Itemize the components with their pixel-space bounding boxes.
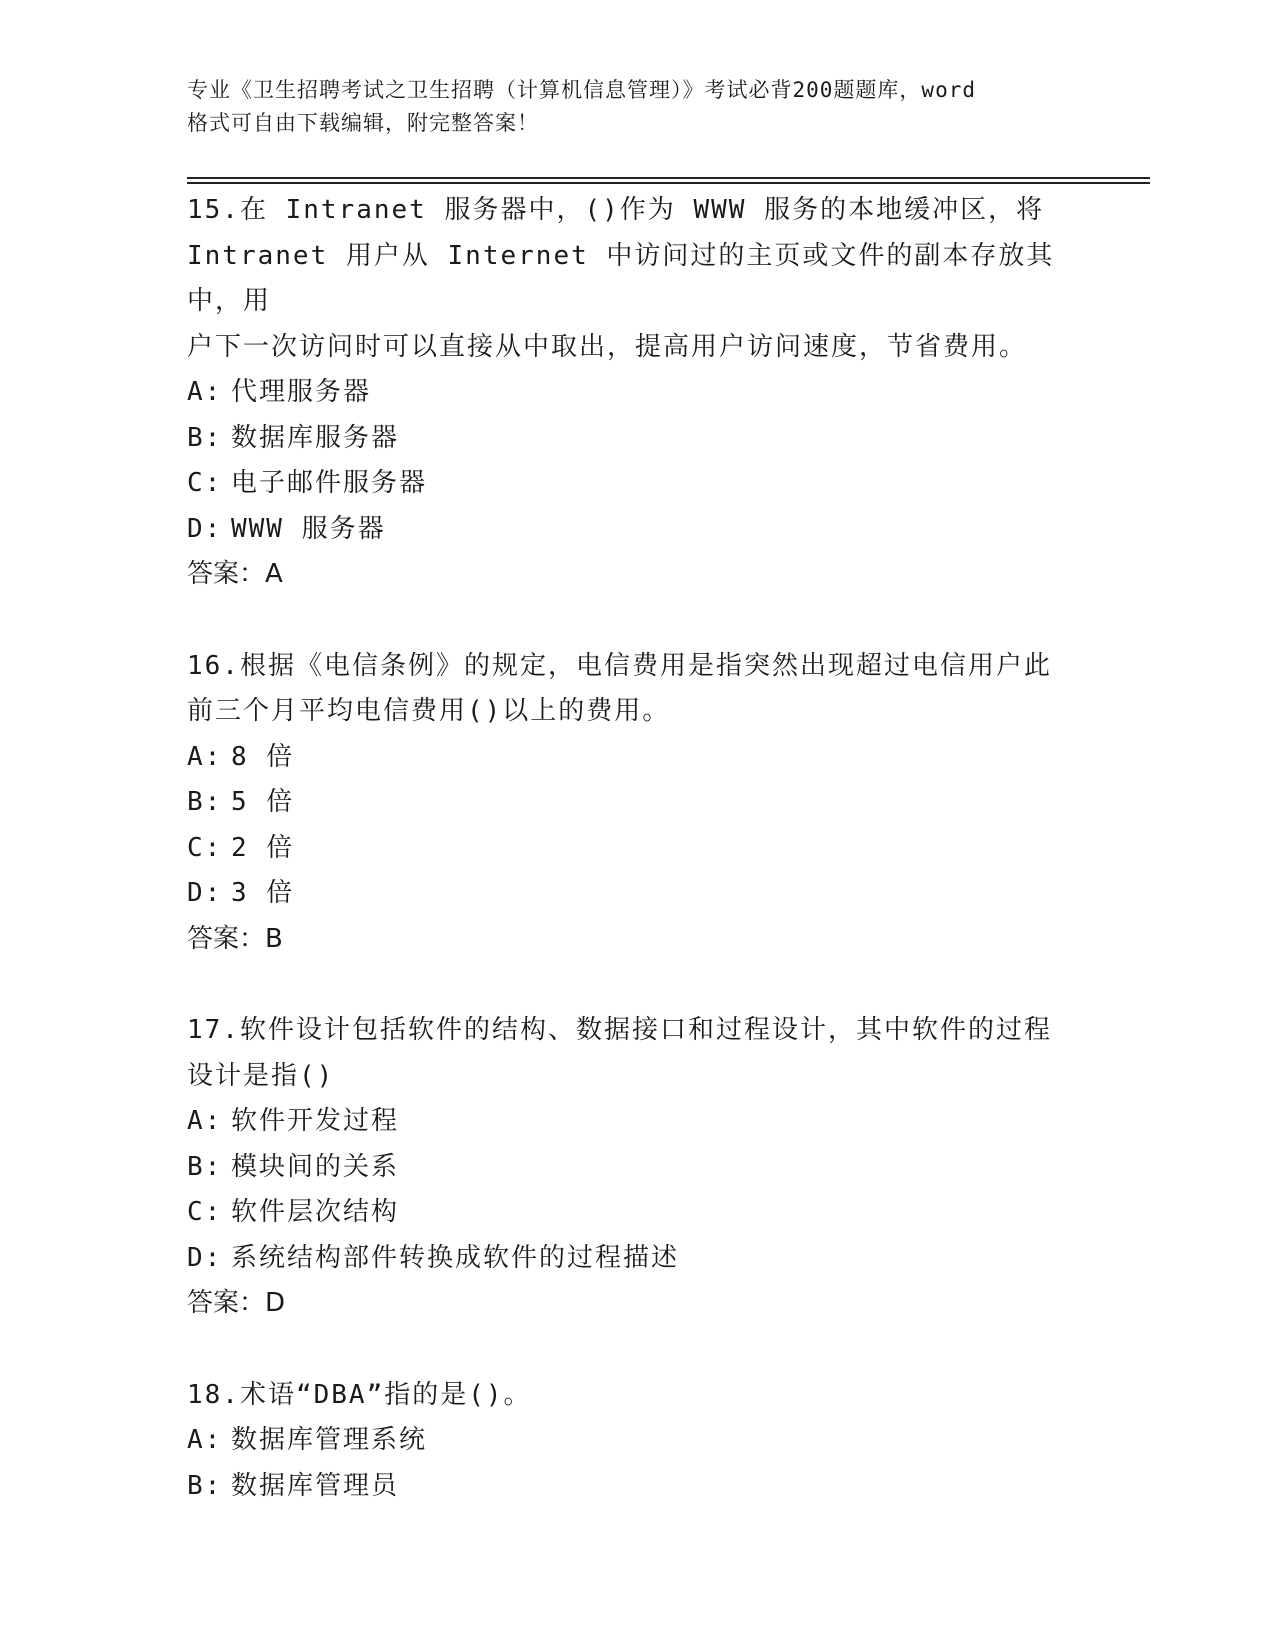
option-b [187,1145,1087,1191]
question-15 [187,188,1087,598]
option-text: 模块间的关系 [231,1151,400,1182]
question-stem-line: Intranet 用户从 Internet 中访问过的主页或文件的副本存放其中，用 [187,240,1055,316]
option-b [187,1464,1087,1510]
option-c [187,826,1087,872]
header-divider-top [187,177,1150,179]
option-text: 数据库管理系统 [231,1425,428,1455]
question-stem-line: 16.根据《电信条例》的规定，电信费用是指突然出现超过电信用户此 [187,650,1052,681]
option-key: A: [187,377,223,407]
option-text: 电子邮件服务器 [231,468,428,498]
option-text: 2 倍 [231,832,295,863]
option-key: D: [187,878,223,908]
question-16 [187,644,1087,963]
option-key: B: [187,787,223,817]
question-stem-line: 15.在 Intranet 服务器中，()作为 WWW 服务的本地缓冲区，将 [187,195,1045,225]
question-stem-line: 17.软件设计包括软件的结构、数据接口和过程设计，其中软件的过程 [187,1015,1052,1045]
question-stem-line: 设计是指() [187,1060,335,1091]
option-text: 数据库管理员 [231,1470,400,1501]
option-text: 3 倍 [231,878,295,908]
option-key: A: [187,1106,223,1136]
option-text: 软件开发过程 [231,1106,400,1136]
header-line-2: 格式可自由下载编辑，附完整答案！ [187,111,539,135]
question-stem-line: 18.术语“DBA”指的是()。 [187,1379,532,1410]
option-text: 数据库服务器 [231,422,400,453]
option-key: B: [187,1151,223,1182]
header-line-1: 专业《卫生招聘考试之卫生招聘（计算机信息管理）》考试必背200题题库，word [187,78,976,102]
option-c [187,461,1087,507]
answer-label: 答案：A [187,559,283,589]
question-stem-line: 户下一次访问时可以直接从中取出，提高用户访问速度，节省费用。 [187,331,1028,362]
option-key: A: [187,741,223,772]
option-c [187,1190,1087,1236]
option-d [187,507,1087,553]
option-a [187,735,1087,781]
option-key: D: [187,513,223,544]
option-text: 系统结构部件转换成软件的过程描述 [231,1242,680,1273]
document-header [187,74,1087,140]
option-a [187,1099,1087,1145]
option-key: B: [187,422,223,453]
option-key: C: [187,1197,223,1227]
option-d [187,1236,1087,1282]
answer-label: 答案：D [187,1288,286,1318]
answer-label: 答案：B [187,923,283,954]
option-key: D: [187,1242,223,1273]
option-text: 代理服务器 [231,377,372,407]
option-a [187,370,1087,416]
option-key: B: [187,1470,223,1501]
option-text: 8 倍 [231,741,295,772]
header-divider-bottom [187,182,1150,184]
question-list [187,188,1087,1555]
option-a [187,1418,1087,1464]
option-key: C: [187,468,223,498]
question-18 [187,1373,1087,1510]
option-b [187,780,1087,826]
option-text: 5 倍 [231,787,295,817]
option-b [187,416,1087,462]
question-17 [187,1008,1087,1327]
question-stem-line: 前三个月平均电信费用()以上的费用。 [187,696,671,726]
option-text: WWW 服务器 [231,513,386,544]
option-key: A: [187,1425,223,1455]
option-d [187,871,1087,917]
option-text: 软件层次结构 [231,1197,400,1227]
option-key: C: [187,832,223,863]
